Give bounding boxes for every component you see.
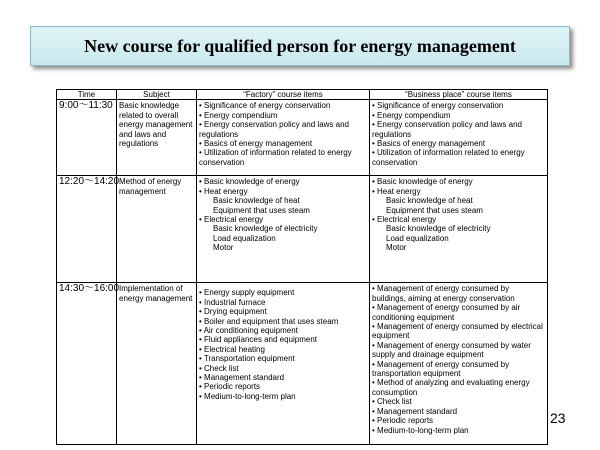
course-item: • Electrical energy	[199, 215, 367, 224]
header-subject: Subject	[117, 90, 197, 100]
header-business: “Business place” course items	[370, 90, 548, 100]
table-row	[57, 176, 548, 283]
course-item: • Management of energy consumed by buildings, aiming at energy conservation	[372, 284, 545, 303]
course-item: • Industrial furnace	[199, 298, 367, 307]
course-item: • Energy supply equipment	[199, 288, 367, 297]
course-item: • Management of energy consumed by air conditioning equipment	[372, 303, 545, 322]
course-item: • Air conditioning equipment	[199, 326, 367, 335]
subject-cell: Implementation of energy management	[117, 283, 197, 445]
course-item: • Transportation equipment	[199, 354, 367, 363]
course-item: • Management of energy consumed by electrical equipment	[372, 322, 545, 341]
course-item: • Electrical heating	[199, 345, 367, 354]
course-item: • Medium-to-long-term plan	[199, 392, 367, 401]
course-item: • Electrical energy	[372, 215, 545, 224]
business-items-cell	[370, 283, 548, 445]
slide-title: New course for qualified person for energy management	[84, 35, 516, 56]
page-number: 23	[550, 410, 566, 426]
course-item: Basic knowledge of heat	[386, 196, 473, 206]
course-item: • Heat energy	[372, 187, 545, 196]
course-item: • Medium-to-long-term plan	[372, 426, 545, 435]
factory-items-cell	[197, 100, 370, 176]
subject-cell: Method of energy management	[117, 176, 197, 283]
course-item: • Heat energy	[199, 187, 367, 196]
course-item: • Fluid appliances and equipment	[199, 335, 367, 344]
course-item: • Periodic reports	[372, 416, 545, 425]
course-item: • Energy conservation policy and laws and regulations	[199, 120, 367, 139]
course-item: • Significance of energy conservation	[372, 101, 545, 110]
course-item: • Method of analyzing and evaluating energy consumption	[372, 378, 545, 397]
course-item: • Management standard	[199, 373, 367, 382]
header-factory: “Factory” course items	[197, 90, 370, 100]
course-item: • Basics of energy management	[372, 139, 545, 148]
time-cell: 12:20～14:20	[57, 176, 117, 283]
course-item: Equipment that uses steam	[213, 205, 310, 215]
course-item: • Check list	[199, 364, 367, 373]
course-item: • Basics of energy management	[199, 139, 367, 148]
table-row	[57, 100, 548, 176]
course-item: • Energy compendium	[372, 111, 545, 120]
course-item: Equipment that uses steam	[386, 205, 483, 215]
course-schedule-table	[56, 89, 548, 445]
business-items-cell	[370, 176, 548, 283]
course-item: Load equalization	[386, 233, 449, 243]
course-item: • Basic knowledge of energy	[199, 177, 367, 186]
business-items-cell	[370, 100, 548, 176]
course-item: • Utilization of information related to energy conservation	[372, 148, 545, 167]
course-item: • Check list	[372, 397, 545, 406]
course-item: • Management of energy consumed by transportation equipment	[372, 360, 545, 379]
course-item: Basic knowledge of electricity	[213, 224, 318, 234]
course-item: • Periodic reports	[199, 382, 367, 391]
table-header-row	[57, 90, 548, 100]
header-time: Time	[57, 90, 117, 100]
course-item: • Energy compendium	[199, 111, 367, 120]
time-cell: 9:00～11:30	[57, 100, 117, 176]
course-item: • Energy conservation policy and laws and regulations	[372, 120, 545, 139]
course-item: • Utilization of information related to energy conservation	[199, 148, 367, 167]
time-cell: 14:30～16:00	[57, 283, 117, 445]
factory-items-cell	[197, 283, 370, 445]
course-item: Basic knowledge of heat	[213, 196, 300, 206]
course-item: • Boiler and equipment that uses steam	[199, 317, 367, 326]
course-item: • Basic knowledge of energy	[372, 177, 545, 186]
factory-items-cell	[197, 176, 370, 283]
course-item: Motor	[386, 243, 407, 253]
course-item: • Significance of energy conservation	[199, 101, 367, 110]
course-item: • Drying equipment	[199, 307, 367, 316]
title-banner	[30, 26, 570, 66]
subject-cell: Basic knowledge related to overall energy management and laws and regulations	[117, 100, 197, 176]
course-item: • Management standard	[372, 407, 545, 416]
course-item: Motor	[213, 243, 234, 253]
course-item: • Management of energy consumed by water supply and drainage equipment	[372, 341, 545, 360]
table-row	[57, 283, 548, 445]
course-item: Basic knowledge of electricity	[386, 224, 491, 234]
course-item: Load equalization	[213, 233, 276, 243]
